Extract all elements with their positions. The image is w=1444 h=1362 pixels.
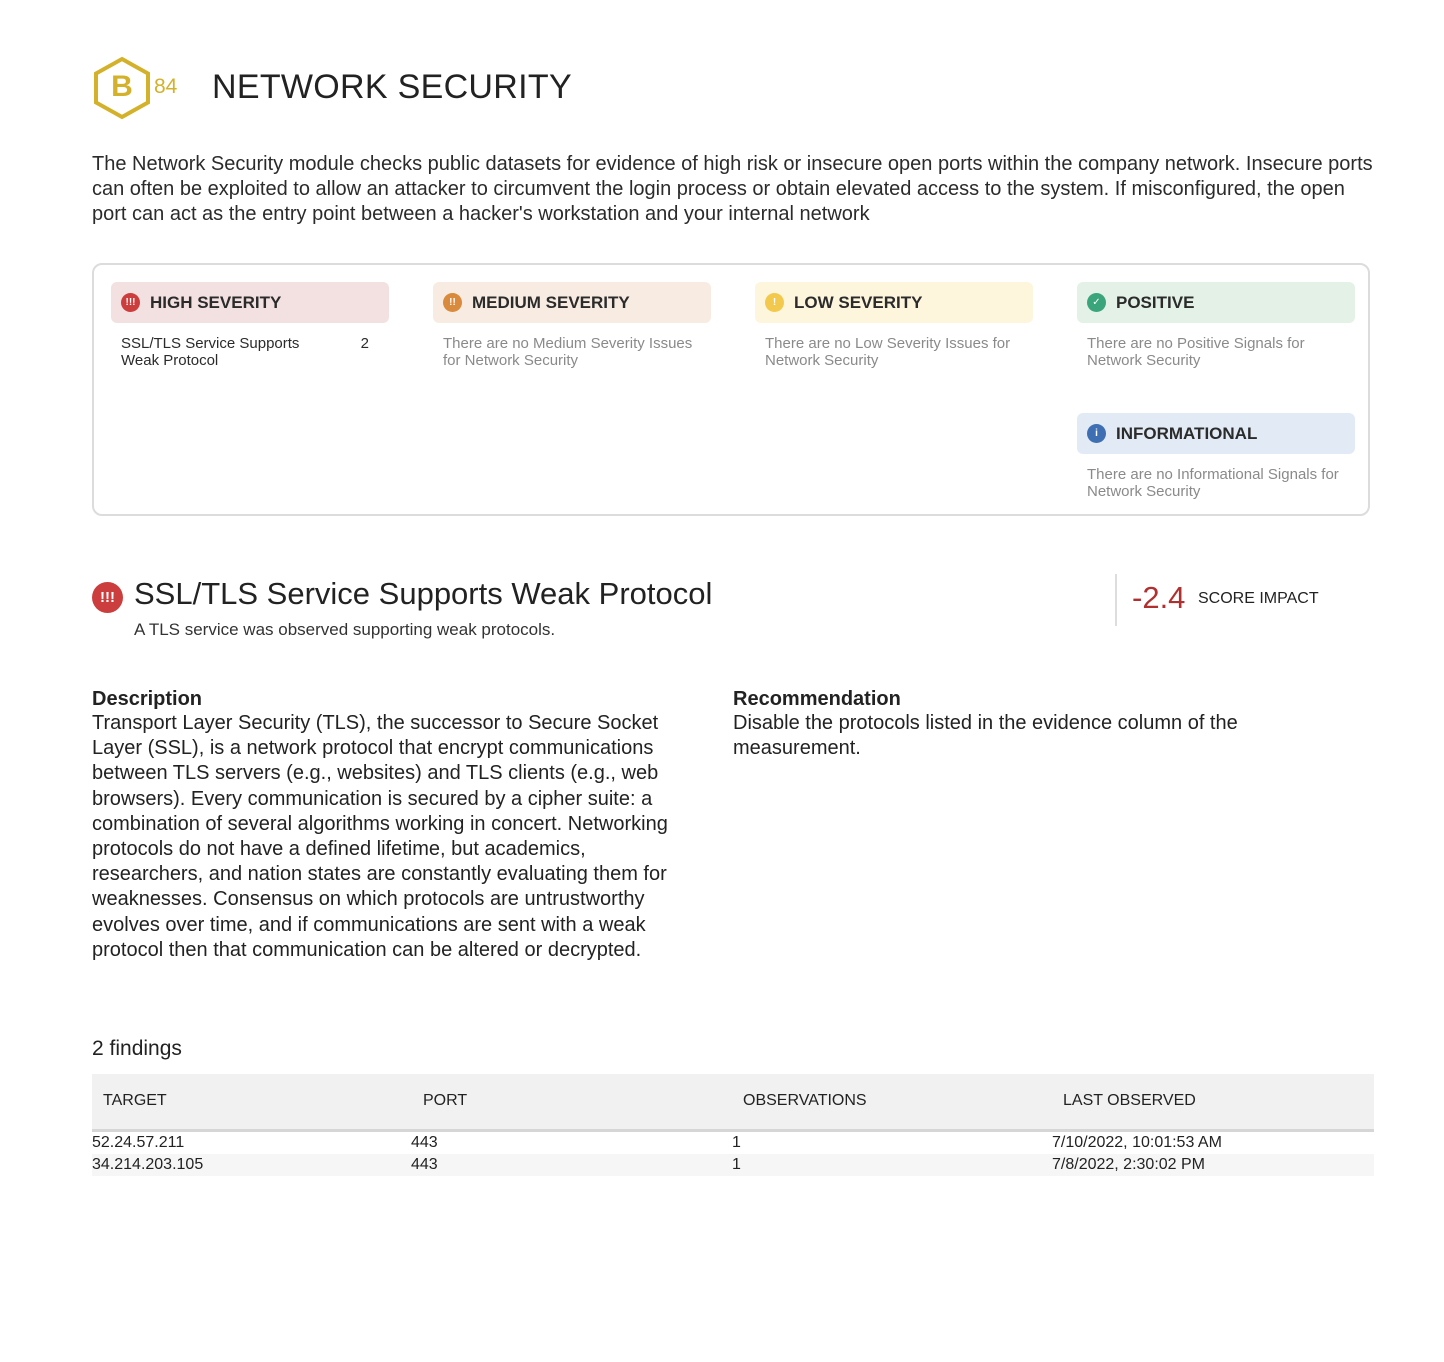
info-icon: i (1087, 424, 1106, 443)
low-severity-empty: There are no Low Severity Issues for Network Security (765, 335, 1011, 369)
recommendation-section (733, 687, 1343, 761)
column-header-target: TARGET (103, 1092, 167, 1109)
medium-severity-header (433, 282, 711, 323)
grade-score: 84 (154, 75, 178, 98)
score-impact-label: SCORE IMPACT (1198, 590, 1319, 607)
positive-header (1077, 282, 1355, 323)
impact-divider (1115, 574, 1117, 626)
cell-observations: 1 (732, 1134, 741, 1151)
cell-observations: 1 (732, 1156, 741, 1173)
issue-title: SSL/TLS Service Supports Weak Protocol (134, 576, 713, 611)
severity-issue-item[interactable] (121, 335, 379, 369)
high-severity-header (111, 282, 389, 323)
findings-table (92, 1074, 1374, 1176)
recommendation-text: Disable the protocols listed in the evidence column of the measurement. (733, 712, 1238, 760)
description-text: Transport Layer Security (TLS), the successor to Secure Socket Layer (SSL), is a network protocol that encrypt communications between TLS servers (e.g., websites) and TLS clients (e.g., web browsers). Every communication is secured by a cipher suite: a combination of several algorithms working in concert. Networking protocols do not have a defined lifetime, but academics, researchers, and nation states are constantly evaluating them for weaknesses. Consensus on which protocols are untrustworthy evolves over time, and if communications are sent with a weak protocol then that communication can be altered or decrypted. (92, 712, 668, 961)
high-severity-icon: !!! (92, 582, 123, 613)
recommendation-heading: Recommendation (733, 688, 901, 710)
high-severity-list (111, 323, 389, 369)
severity-issue-count: 2 (360, 335, 369, 352)
informational-header (1077, 413, 1355, 454)
column-header-port: PORT (423, 1092, 468, 1109)
informational-column (1077, 413, 1355, 500)
medium-severity-column (433, 282, 711, 369)
module-intro: The Network Security module checks public datasets for evidence of high risk or insecure open ports within the company network. Insecure ports can often be exploited to allow an attacker to circumvent the login process or obtain elevated access to the system. If misconfigured, the open port can act as the entry point between a hacker's workstation and your internal network (92, 153, 1373, 225)
cell-last-observed: 7/10/2022, 10:01:53 AM (1052, 1134, 1222, 1151)
score-impact-value: -2.4 (1132, 580, 1186, 615)
severity-issue-name: SSL/TLS Service Supports Weak Protocol (121, 335, 300, 369)
positive-column (1077, 282, 1355, 369)
table-header (92, 1074, 1374, 1132)
medium-severity-label: MEDIUM SEVERITY (472, 293, 630, 312)
high-severity-label: HIGH SEVERITY (150, 293, 282, 312)
severity-summary (92, 263, 1370, 516)
cell-last-observed: 7/8/2022, 2:30:02 PM (1052, 1156, 1205, 1173)
informational-empty: There are no Informational Signals for Network Security (1087, 466, 1339, 500)
exclamation-icon: ! (765, 293, 784, 312)
findings-count: 2 findings (92, 1037, 182, 1060)
cell-target: 52.24.57.211 (92, 1134, 185, 1151)
triple-exclamation-icon: !!! (121, 293, 140, 312)
grade-letter: B (111, 70, 133, 103)
positive-label: POSITIVE (1116, 293, 1195, 312)
informational-label: INFORMATIONAL (1116, 424, 1258, 443)
low-severity-label: LOW SEVERITY (794, 293, 923, 312)
page-title: NETWORK SECURITY (212, 68, 572, 106)
module-header (92, 56, 1374, 120)
medium-severity-empty: There are no Medium Severity Issues for Network Security (443, 335, 693, 369)
cell-target: 34.214.203.105 (92, 1156, 204, 1173)
description-section (92, 687, 702, 963)
low-severity-column (755, 282, 1033, 369)
table-row (92, 1154, 1374, 1176)
cell-port: 443 (411, 1134, 438, 1151)
column-header-last-observed: LAST OBSERVED (1063, 1092, 1196, 1109)
high-severity-column (111, 282, 389, 369)
positive-empty: There are no Positive Signals for Network Security (1087, 335, 1305, 369)
double-exclamation-icon: !! (443, 293, 462, 312)
table-row (92, 1132, 1374, 1154)
issue-subtitle: A TLS service was observed supporting weak protocols. (134, 620, 556, 639)
cell-port: 443 (411, 1156, 438, 1173)
column-header-observations: OBSERVATIONS (743, 1092, 867, 1109)
description-heading: Description (92, 688, 203, 710)
low-severity-header (755, 282, 1033, 323)
checkmark-icon: ✓ (1087, 293, 1106, 312)
